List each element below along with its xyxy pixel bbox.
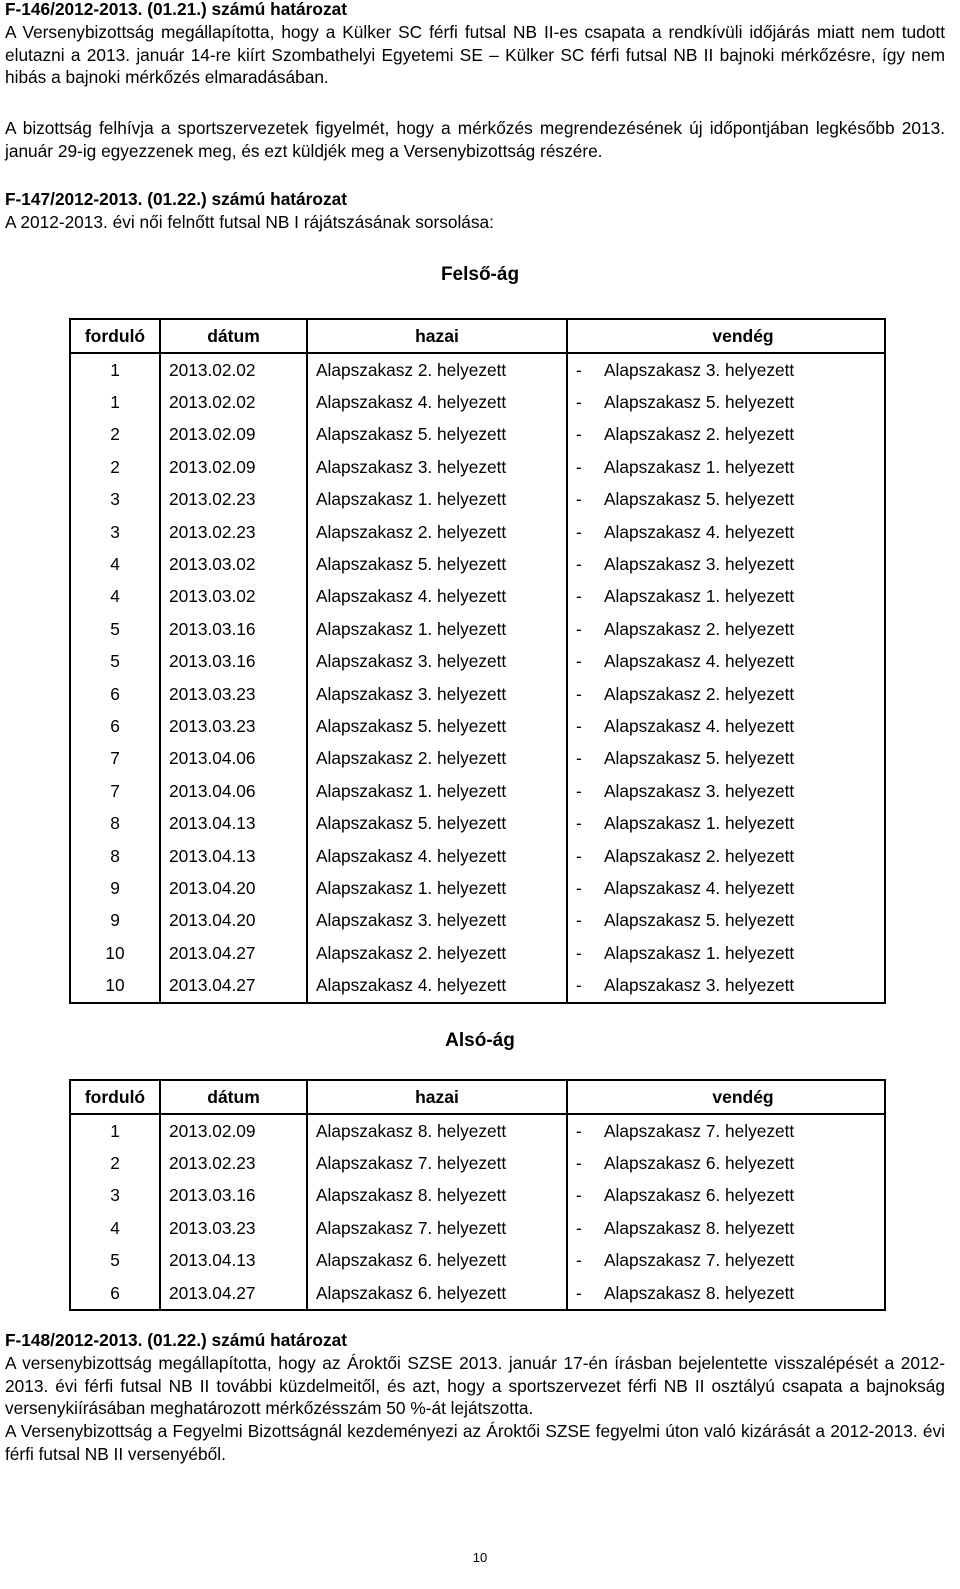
column-header-home: hazai	[307, 1080, 567, 1114]
resolution-f148-decision: A Versenybizottság a Fegyelmi Bizottságnál kezdeményezi az Ároktői SZSE fegyelmi úton való kizárását a 2012-2013. évi férfi futsal NB II versenyéből.	[5, 1421, 945, 1464]
table-row	[70, 646, 885, 678]
separator-cell: -	[567, 710, 602, 742]
column-header-date: dátum	[160, 319, 307, 353]
away-team-cell: Alapszakasz 7. helyezett	[602, 1245, 885, 1277]
home-team-cell: Alapszakasz 2. helyezett	[307, 743, 567, 775]
separator-cell: -	[567, 969, 602, 1002]
table-row	[70, 353, 885, 386]
resolution-f146-notice-text: A bizottság felhívja a sportszervezetek figyelmét, hogy a mérkőzés megrendezésének új időpontjában legkésőbb 2013. január 29-ig egyezzenek meg, és ezt küldjék meg a Versenybizottság részére.	[5, 118, 945, 161]
resolution-f146-title: F-146/2012-2013. (01.21.) számú határozat	[5, 0, 347, 19]
table-row	[70, 743, 885, 775]
page-number: 10	[472, 1550, 488, 1565]
table-row	[70, 710, 885, 742]
date-cell: 2013.02.09	[160, 419, 307, 451]
table-header-row	[70, 1080, 885, 1114]
resolution-f148-title: F-148/2012-2013. (01.22.) számú határozat	[5, 1330, 347, 1350]
table-row	[70, 1212, 885, 1244]
home-team-cell: Alapszakasz 4. helyezett	[307, 386, 567, 418]
round-cell: 7	[70, 743, 160, 775]
home-team-cell: Alapszakasz 1. helyezett	[307, 484, 567, 516]
away-team-cell: Alapszakasz 1. helyezett	[602, 451, 885, 483]
date-cell: 2013.03.23	[160, 678, 307, 710]
upper-bracket-title: Felső-ág	[440, 264, 520, 285]
home-team-cell: Alapszakasz 2. helyezett	[307, 937, 567, 969]
away-team-cell: Alapszakasz 5. helyezett	[602, 743, 885, 775]
column-header-away: vendég	[602, 319, 885, 353]
date-cell: 2013.03.02	[160, 581, 307, 613]
table-row	[70, 581, 885, 613]
date-cell: 2013.02.23	[160, 484, 307, 516]
table-row	[70, 905, 885, 937]
away-team-cell: Alapszakasz 2. helyezett	[602, 678, 885, 710]
table-row	[70, 1180, 885, 1212]
separator-cell: -	[567, 353, 602, 386]
column-header-away: vendég	[602, 1080, 885, 1114]
home-team-cell: Alapszakasz 5. helyezett	[307, 710, 567, 742]
table-row	[70, 807, 885, 839]
home-team-cell: Alapszakasz 5. helyezett	[307, 548, 567, 580]
upper-bracket-rows	[70, 353, 885, 1003]
home-team-cell: Alapszakasz 7. helyezett	[307, 1147, 567, 1179]
table-row	[70, 386, 885, 418]
round-cell: 5	[70, 613, 160, 645]
separator-cell: -	[567, 678, 602, 710]
round-cell: 4	[70, 548, 160, 580]
table-row	[70, 937, 885, 969]
separator-cell: -	[567, 581, 602, 613]
away-team-cell: Alapszakasz 1. helyezett	[602, 937, 885, 969]
round-cell: 10	[70, 969, 160, 1002]
date-cell: 2013.04.27	[160, 937, 307, 969]
table-row	[70, 548, 885, 580]
round-cell: 10	[70, 937, 160, 969]
round-cell: 6	[70, 710, 160, 742]
date-cell: 2013.03.16	[160, 613, 307, 645]
round-cell: 3	[70, 484, 160, 516]
separator-cell: -	[567, 386, 602, 418]
table-row	[70, 1277, 885, 1310]
home-team-cell: Alapszakasz 1. helyezett	[307, 775, 567, 807]
date-cell: 2013.02.23	[160, 1147, 307, 1179]
table-row	[70, 1147, 885, 1179]
home-team-cell: Alapszakasz 8. helyezett	[307, 1180, 567, 1212]
separator-cell: -	[567, 1277, 602, 1310]
date-cell: 2013.03.02	[160, 548, 307, 580]
away-team-cell: Alapszakasz 4. helyezett	[602, 872, 885, 904]
separator-cell: -	[567, 1245, 602, 1277]
home-team-cell: Alapszakasz 2. helyezett	[307, 353, 567, 386]
table-row	[70, 1114, 885, 1147]
home-team-cell: Alapszakasz 5. helyezett	[307, 419, 567, 451]
away-team-cell: Alapszakasz 4. helyezett	[602, 710, 885, 742]
separator-cell: -	[567, 548, 602, 580]
separator-cell: -	[567, 419, 602, 451]
home-team-cell: Alapszakasz 2. helyezett	[307, 516, 567, 548]
round-cell: 3	[70, 1180, 160, 1212]
date-cell: 2013.04.27	[160, 969, 307, 1002]
separator-cell: -	[567, 743, 602, 775]
date-cell: 2013.02.09	[160, 1114, 307, 1147]
away-team-cell: Alapszakasz 3. helyezett	[602, 353, 885, 386]
separator-cell: -	[567, 613, 602, 645]
separator-cell: -	[567, 1147, 602, 1179]
round-cell: 1	[70, 1114, 160, 1147]
date-cell: 2013.02.09	[160, 451, 307, 483]
date-cell: 2013.03.23	[160, 1212, 307, 1244]
away-team-cell: Alapszakasz 7. helyezett	[602, 1114, 885, 1147]
away-team-cell: Alapszakasz 8. helyezett	[602, 1277, 885, 1310]
separator-cell: -	[567, 905, 602, 937]
away-team-cell: Alapszakasz 5. helyezett	[602, 484, 885, 516]
home-team-cell: Alapszakasz 1. helyezett	[307, 872, 567, 904]
round-cell: 9	[70, 905, 160, 937]
away-team-cell: Alapszakasz 6. helyezett	[602, 1147, 885, 1179]
resolution-f147-title: F-147/2012-2013. (01.22.) számú határozat	[5, 189, 347, 209]
home-team-cell: Alapszakasz 6. helyezett	[307, 1245, 567, 1277]
round-cell: 1	[70, 386, 160, 418]
table-row	[70, 419, 885, 451]
table-row	[70, 1245, 885, 1277]
round-cell: 9	[70, 872, 160, 904]
home-team-cell: Alapszakasz 4. helyezett	[307, 840, 567, 872]
date-cell: 2013.03.16	[160, 646, 307, 678]
separator-cell: -	[567, 775, 602, 807]
away-team-cell: Alapszakasz 3. helyezett	[602, 548, 885, 580]
round-cell: 1	[70, 353, 160, 386]
resolution-f146-text: A Versenybizottság megállapította, hogy a Külker SC férfi futsal NB II-es csapata a rendkívüli időjárás miatt nem tudott elutazni a 2013. január 14-re kiírt Szombathelyi Egyetemi SE – Külker SC férfi futsal NB II bajnoki mérkőzésre, így nem hibás a bajnoki mérkőzés elmaradásában.	[5, 21, 945, 88]
date-cell: 2013.04.13	[160, 1245, 307, 1277]
round-cell: 3	[70, 516, 160, 548]
round-cell: 8	[70, 807, 160, 839]
separator-cell: -	[567, 872, 602, 904]
date-cell: 2013.04.27	[160, 1277, 307, 1310]
away-team-cell: Alapszakasz 3. helyezett	[602, 969, 885, 1002]
away-team-cell: Alapszakasz 5. helyezett	[602, 905, 885, 937]
home-team-cell: Alapszakasz 8. helyezett	[307, 1114, 567, 1147]
column-header-dash	[567, 1080, 602, 1114]
away-team-cell: Alapszakasz 4. helyezett	[602, 516, 885, 548]
date-cell: 2013.02.02	[160, 353, 307, 386]
home-team-cell: Alapszakasz 3. helyezett	[307, 905, 567, 937]
home-team-cell: Alapszakasz 3. helyezett	[307, 646, 567, 678]
resolution-f148	[5, 1329, 945, 1466]
date-cell: 2013.04.20	[160, 905, 307, 937]
separator-cell: -	[567, 1114, 602, 1147]
resolution-f146	[5, 0, 945, 89]
away-team-cell: Alapszakasz 2. helyezett	[602, 419, 885, 451]
resolution-f146-notice	[5, 117, 945, 163]
round-cell: 5	[70, 646, 160, 678]
date-cell: 2013.04.13	[160, 807, 307, 839]
home-team-cell: Alapszakasz 4. helyezett	[307, 581, 567, 613]
away-team-cell: Alapszakasz 8. helyezett	[602, 1212, 885, 1244]
home-team-cell: Alapszakasz 5. helyezett	[307, 807, 567, 839]
away-team-cell: Alapszakasz 3. helyezett	[602, 775, 885, 807]
round-cell: 4	[70, 1212, 160, 1244]
lower-bracket-table	[69, 1079, 886, 1311]
separator-cell: -	[567, 807, 602, 839]
upper-bracket-table	[69, 318, 886, 1004]
home-team-cell: Alapszakasz 6. helyezett	[307, 1277, 567, 1310]
home-team-cell: Alapszakasz 7. helyezett	[307, 1212, 567, 1244]
date-cell: 2013.03.16	[160, 1180, 307, 1212]
resolution-f147	[5, 188, 945, 234]
resolution-f147-intro: A 2012-2013. évi női felnőtt futsal NB I rájátszásának sorsolása:	[5, 211, 494, 232]
home-team-cell: Alapszakasz 3. helyezett	[307, 678, 567, 710]
table-row	[70, 872, 885, 904]
round-cell: 6	[70, 1277, 160, 1310]
away-team-cell: Alapszakasz 1. helyezett	[602, 807, 885, 839]
away-team-cell: Alapszakasz 5. helyezett	[602, 386, 885, 418]
separator-cell: -	[567, 516, 602, 548]
table-row	[70, 451, 885, 483]
table-row	[70, 484, 885, 516]
away-team-cell: Alapszakasz 2. helyezett	[602, 840, 885, 872]
separator-cell: -	[567, 1212, 602, 1244]
home-team-cell: Alapszakasz 4. helyezett	[307, 969, 567, 1002]
round-cell: 7	[70, 775, 160, 807]
home-team-cell: Alapszakasz 3. helyezett	[307, 451, 567, 483]
away-team-cell: Alapszakasz 4. helyezett	[602, 646, 885, 678]
date-cell: 2013.04.13	[160, 840, 307, 872]
separator-cell: -	[567, 451, 602, 483]
lower-bracket-rows	[70, 1114, 885, 1310]
round-cell: 2	[70, 451, 160, 483]
separator-cell: -	[567, 646, 602, 678]
round-cell: 2	[70, 419, 160, 451]
date-cell: 2013.04.06	[160, 775, 307, 807]
column-header-date: dátum	[160, 1080, 307, 1114]
date-cell: 2013.02.02	[160, 386, 307, 418]
separator-cell: -	[567, 1180, 602, 1212]
round-cell: 5	[70, 1245, 160, 1277]
table-row	[70, 969, 885, 1002]
resolution-f148-text: A versenybizottság megállapította, hogy az Ároktői SZSE 2013. január 17-én írásban bejelentette visszalépését a 2012-2013. évi férfi futsal NB II további küzdelmeitől, és azt, hogy a sportszervezet férfi NB II osztályú csapata a bajnokság versenykiírásában meghatározott mérkőzésszám 50 %-át lejátszotta.	[5, 1352, 945, 1419]
column-header-round: forduló	[70, 319, 160, 353]
date-cell: 2013.04.06	[160, 743, 307, 775]
table-row	[70, 516, 885, 548]
separator-cell: -	[567, 937, 602, 969]
column-header-dash	[567, 319, 602, 353]
home-team-cell: Alapszakasz 1. helyezett	[307, 613, 567, 645]
away-team-cell: Alapszakasz 1. helyezett	[602, 581, 885, 613]
date-cell: 2013.02.23	[160, 516, 307, 548]
away-team-cell: Alapszakasz 6. helyezett	[602, 1180, 885, 1212]
table-row	[70, 678, 885, 710]
table-row	[70, 613, 885, 645]
column-header-round: forduló	[70, 1080, 160, 1114]
separator-cell: -	[567, 484, 602, 516]
table-row	[70, 840, 885, 872]
date-cell: 2013.04.20	[160, 872, 307, 904]
away-team-cell: Alapszakasz 2. helyezett	[602, 613, 885, 645]
round-cell: 4	[70, 581, 160, 613]
separator-cell: -	[567, 840, 602, 872]
round-cell: 6	[70, 678, 160, 710]
round-cell: 2	[70, 1147, 160, 1179]
column-header-home: hazai	[307, 319, 567, 353]
date-cell: 2013.03.23	[160, 710, 307, 742]
lower-bracket-title: Alsó-ág	[445, 1030, 515, 1051]
table-row	[70, 775, 885, 807]
round-cell: 8	[70, 840, 160, 872]
table-header-row	[70, 319, 885, 353]
